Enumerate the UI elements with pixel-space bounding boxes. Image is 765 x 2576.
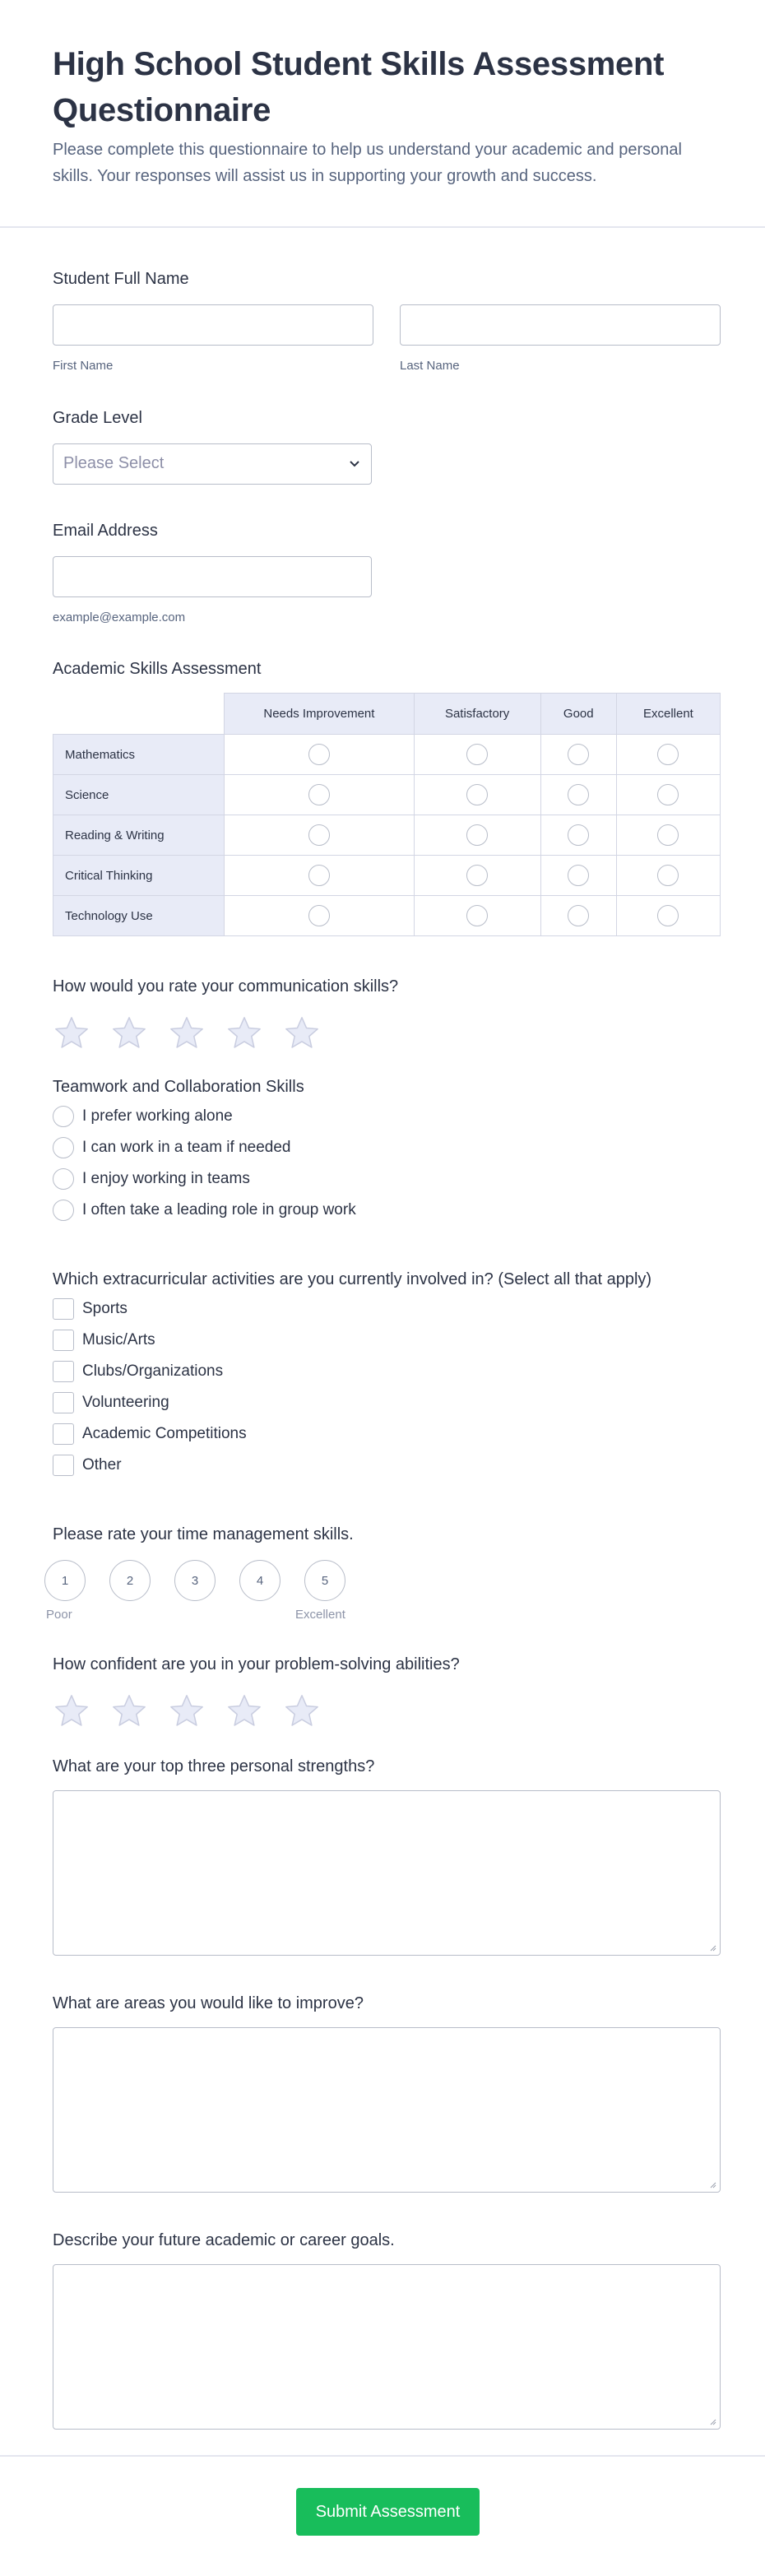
communication-rating-field — [53, 976, 398, 1051]
resize-grip-icon[interactable] — [708, 1943, 716, 1952]
scale-option[interactable]: 4 — [239, 1560, 280, 1601]
scale-high-label: Excellent — [295, 1608, 345, 1622]
strengths-label: What are your top three personal strengths? — [53, 1757, 375, 1775]
matrix-cell — [540, 815, 616, 856]
last-name-sublabel: Last Name — [400, 359, 460, 373]
teamwork-radio[interactable] — [53, 1168, 74, 1190]
email-input[interactable] — [53, 556, 372, 597]
activities-field — [53, 1269, 651, 1481]
goals-label: Describe your future academic or career goals. — [53, 2231, 395, 2249]
matrix-cell — [616, 735, 720, 775]
time-management-scale — [44, 1560, 354, 1601]
matrix-row-label: Mathematics — [53, 735, 225, 775]
matrix-radio[interactable] — [466, 905, 488, 926]
matrix-col-header: Excellent — [616, 694, 720, 735]
matrix-cell — [540, 896, 616, 936]
grade-level-label: Grade Level — [53, 409, 142, 427]
teamwork-option-label: I can work in a team if needed — [82, 1139, 291, 1156]
activity-checkbox[interactable] — [53, 1392, 74, 1413]
matrix-radio[interactable] — [568, 784, 589, 805]
grade-level-placeholder: Please Select — [63, 454, 165, 472]
first-name-input[interactable] — [53, 304, 373, 346]
matrix-cell — [225, 896, 414, 936]
first-name-sublabel: First Name — [53, 359, 114, 373]
resize-grip-icon[interactable] — [708, 2417, 716, 2425]
matrix-cell — [414, 775, 540, 815]
email-sublabel: example@example.com — [53, 610, 186, 624]
matrix-radio[interactable] — [308, 744, 330, 765]
student-name-label: Student Full Name — [53, 270, 189, 288]
activity-option-label: Volunteering — [82, 1394, 169, 1411]
matrix-radio[interactable] — [568, 905, 589, 926]
star-icon[interactable] — [225, 1693, 263, 1729]
star-icon[interactable] — [110, 1693, 148, 1729]
matrix-cell — [616, 775, 720, 815]
activity-option-label: Music/Arts — [82, 1331, 155, 1348]
matrix-row-label: Science — [53, 775, 225, 815]
form-title: High School Student Skills Assessment Questionnaire — [53, 46, 665, 128]
communication-label: How would you rate your communication skills? — [53, 977, 399, 996]
teamwork-option-label: I enjoy working in teams — [82, 1170, 250, 1187]
activity-option[interactable] — [53, 1325, 651, 1356]
scale-option[interactable]: 1 — [44, 1560, 86, 1601]
matrix-cell — [225, 735, 414, 775]
activities-options — [53, 1293, 651, 1481]
matrix-cell — [414, 896, 540, 936]
matrix-radio[interactable] — [308, 824, 330, 846]
matrix-row — [53, 735, 721, 775]
activity-option-label: Other — [82, 1456, 122, 1474]
activity-checkbox[interactable] — [53, 1361, 74, 1382]
improve-label: What are areas you would like to improve? — [53, 1994, 364, 2012]
email-field — [53, 520, 372, 625]
teamwork-radio[interactable] — [53, 1137, 74, 1158]
scale-option[interactable]: 3 — [174, 1560, 216, 1601]
matrix-cell — [225, 856, 414, 896]
strengths-field — [53, 1756, 721, 1956]
activity-checkbox[interactable] — [53, 1455, 74, 1476]
matrix-row-label: Reading & Writing — [53, 815, 225, 856]
matrix-radio[interactable] — [466, 744, 488, 765]
matrix-radio[interactable] — [466, 865, 488, 886]
matrix-radio[interactable] — [568, 865, 589, 886]
time-management-label: Please rate your time management skills. — [53, 1525, 354, 1543]
email-label: Email Address — [53, 522, 158, 540]
matrix-row — [53, 815, 721, 856]
scale-low-label: Poor — [46, 1608, 72, 1622]
matrix-radio[interactable] — [308, 784, 330, 805]
chevron-down-icon — [350, 458, 359, 468]
matrix-cell — [540, 856, 616, 896]
form-description: Please complete this questionnaire to help us understand your academic and personal skills. Your responses will assist us in supporting your growth and success. — [53, 141, 682, 185]
star-icon[interactable] — [225, 1015, 263, 1051]
activity-option[interactable] — [53, 1293, 651, 1325]
matrix-radio[interactable] — [308, 865, 330, 886]
teamwork-radio[interactable] — [53, 1200, 74, 1221]
improve-field — [53, 1993, 721, 2193]
activity-checkbox[interactable] — [53, 1423, 74, 1445]
form-footer — [0, 2455, 765, 2576]
grade-level-field — [53, 407, 372, 485]
matrix-col-header: Needs Improvement — [225, 694, 414, 735]
matrix-cell — [616, 856, 720, 896]
matrix-radio[interactable] — [466, 784, 488, 805]
star-icon[interactable] — [53, 1693, 90, 1729]
teamwork-option[interactable] — [53, 1132, 356, 1163]
activity-checkbox[interactable] — [53, 1298, 74, 1320]
matrix-radio[interactable] — [657, 744, 679, 765]
matrix-cell — [225, 815, 414, 856]
strengths-textarea[interactable] — [53, 1790, 721, 1956]
matrix-row — [53, 896, 721, 936]
teamwork-label: Teamwork and Collaboration Skills — [53, 1078, 304, 1096]
matrix-radio[interactable] — [657, 824, 679, 846]
matrix-radio[interactable] — [657, 784, 679, 805]
academic-skills-field — [53, 658, 721, 936]
problem-solving-field — [53, 1654, 460, 1729]
activity-option[interactable] — [53, 1356, 651, 1387]
matrix-corner — [53, 694, 225, 735]
matrix-row-label: Technology Use — [53, 896, 225, 936]
matrix-cell — [616, 896, 720, 936]
activity-checkbox[interactable] — [53, 1330, 74, 1351]
teamwork-field — [53, 1076, 356, 1226]
activity-option[interactable] — [53, 1450, 651, 1481]
matrix-row — [53, 775, 721, 815]
matrix-cell — [616, 815, 720, 856]
activity-option[interactable] — [53, 1418, 651, 1450]
teamwork-options — [53, 1101, 356, 1226]
academic-skills-matrix — [53, 693, 721, 936]
form-header — [0, 0, 765, 228]
teamwork-option[interactable] — [53, 1163, 356, 1195]
star-icon[interactable] — [168, 1693, 206, 1729]
activity-option-label: Academic Competitions — [82, 1425, 247, 1442]
matrix-cell — [414, 815, 540, 856]
matrix-cell — [414, 856, 540, 896]
star-icon[interactable] — [110, 1015, 148, 1051]
matrix-radio[interactable] — [657, 865, 679, 886]
matrix-cell — [540, 775, 616, 815]
star-icon[interactable] — [283, 1015, 321, 1051]
matrix-cell — [225, 775, 414, 815]
teamwork-radio[interactable] — [53, 1106, 74, 1127]
academic-skills-label: Academic Skills Assessment — [53, 660, 262, 678]
matrix-col-header: Good — [540, 694, 616, 735]
matrix-cell — [540, 735, 616, 775]
communication-star-rating — [53, 1015, 398, 1051]
goals-textarea[interactable] — [53, 2264, 721, 2430]
time-management-field — [46, 1524, 354, 1624]
activity-option-label: Clubs/Organizations — [82, 1362, 224, 1380]
scale-labels — [46, 1608, 354, 1624]
activities-label: Which extracurricular activities are you currently involved in? (Select all that apply) — [53, 1270, 652, 1288]
matrix-row-label: Critical Thinking — [53, 856, 225, 896]
matrix-radio[interactable] — [466, 824, 488, 846]
matrix-cell — [414, 735, 540, 775]
matrix-row — [53, 856, 721, 896]
problem-solving-label: How confident are you in your problem-solving abilities? — [53, 1655, 460, 1673]
star-icon[interactable] — [283, 1693, 321, 1729]
last-name-input[interactable] — [400, 304, 721, 346]
matrix-col-header: Satisfactory — [414, 694, 540, 735]
goals-field — [53, 2230, 721, 2430]
star-icon[interactable] — [53, 1015, 90, 1051]
scale-option[interactable]: 5 — [304, 1560, 345, 1601]
teamwork-option[interactable] — [53, 1195, 356, 1226]
scale-option[interactable]: 2 — [109, 1560, 151, 1601]
student-name-field — [53, 268, 721, 374]
matrix-radio[interactable] — [308, 905, 330, 926]
matrix-radio[interactable] — [568, 824, 589, 846]
activity-option[interactable] — [53, 1387, 651, 1418]
grade-level-select[interactable] — [53, 443, 372, 485]
activity-option-label: Sports — [82, 1300, 128, 1317]
problem-solving-star-rating — [53, 1693, 460, 1729]
matrix-radio[interactable] — [568, 744, 589, 765]
matrix-radio[interactable] — [657, 905, 679, 926]
improve-textarea[interactable] — [53, 2027, 721, 2193]
teamwork-option[interactable] — [53, 1101, 356, 1132]
resize-grip-icon[interactable] — [708, 2180, 716, 2188]
teamwork-option-label: I prefer working alone — [82, 1107, 233, 1125]
submit-button[interactable]: Submit Assessment — [296, 2488, 480, 2536]
teamwork-option-label: I often take a leading role in group work — [82, 1201, 356, 1218]
star-icon[interactable] — [168, 1015, 206, 1051]
